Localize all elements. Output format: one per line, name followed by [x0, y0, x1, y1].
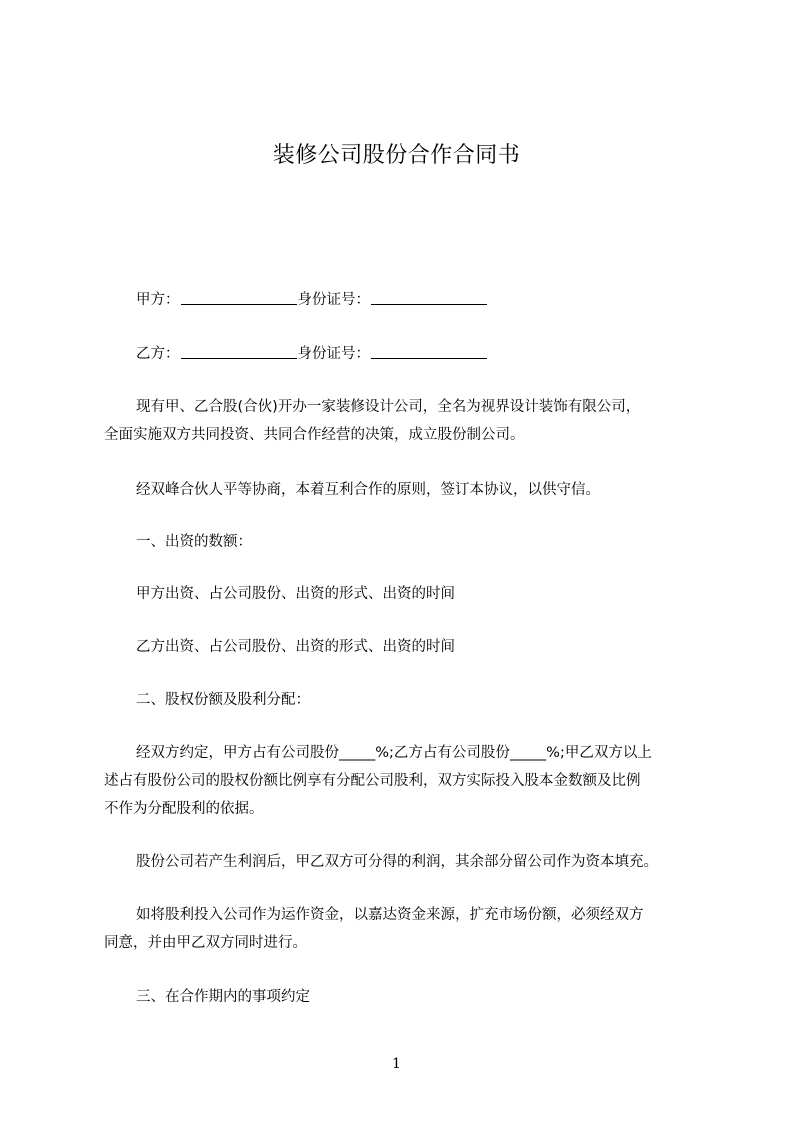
section-1-heading: 一、出资的数额： — [136, 534, 252, 550]
section-2-p1-line-2: 述占有股份公司的股权份额比例享有分配公司股利，双方实际投入股本金数额及比例 — [104, 773, 641, 789]
section-1-party-b: 乙方出资、占公司股份、出资的形式、出资的时间 — [136, 639, 455, 655]
document-title: 装修公司股份合作合同书 — [272, 143, 521, 168]
party-a-id-label: 身份证号： — [297, 292, 370, 308]
section-2-p1-line-3: 不作为分配股利的依据。 — [104, 801, 264, 817]
party-b-name-blank — [181, 342, 297, 359]
party-a-line — [104, 286, 736, 314]
page-number: 1 — [392, 1056, 401, 1072]
party-b-label: 乙方： — [136, 346, 180, 362]
agreement-paragraph: 经双峰合伙人平等协商，本着互利合作的原则，签订本协议，以供守信。 — [136, 482, 600, 498]
section-1-party-a: 甲方出资、占公司股份、出资的形式、出资的时间 — [136, 586, 455, 602]
party-b-line — [104, 340, 736, 368]
intro-paragraph-line-2: 全面实施双方共同投资、共同合作经营的决策，成立股份制公司。 — [104, 427, 525, 443]
party-a-name-blank — [181, 288, 297, 305]
section-2-p3-line-2: 同意，并由甲乙双方同时进行。 — [104, 935, 307, 951]
section-2-p3-line-1: 如将股利投入公司作为运作资金，以嘉达资金来源，扩充市场份额，必须经双方 — [136, 907, 644, 923]
section-2-p2: 股份公司若产生利润后，甲乙双方可分得的利润，其余部分留公司作为资本填充。 — [136, 854, 658, 870]
party-a-label: 甲方： — [136, 292, 180, 308]
section-2-heading: 二、股权份额及股利分配： — [136, 692, 310, 708]
party-a-id-blank — [371, 288, 487, 305]
intro-paragraph-line-1: 现有甲、乙合股(合伙)开办一家装修设计公司，全名为视界设计装饰有限公司， — [136, 399, 641, 415]
party-b-id-blank — [371, 342, 487, 359]
section-2-p1-line-1: 经双方约定，甲方占有公司股份_____%;乙方占有公司股份_____%;甲乙双方以上 — [136, 745, 652, 761]
section-3-heading: 三、在合作期内的事项约定 — [136, 989, 310, 1005]
party-b-id-label: 身份证号： — [297, 346, 370, 362]
